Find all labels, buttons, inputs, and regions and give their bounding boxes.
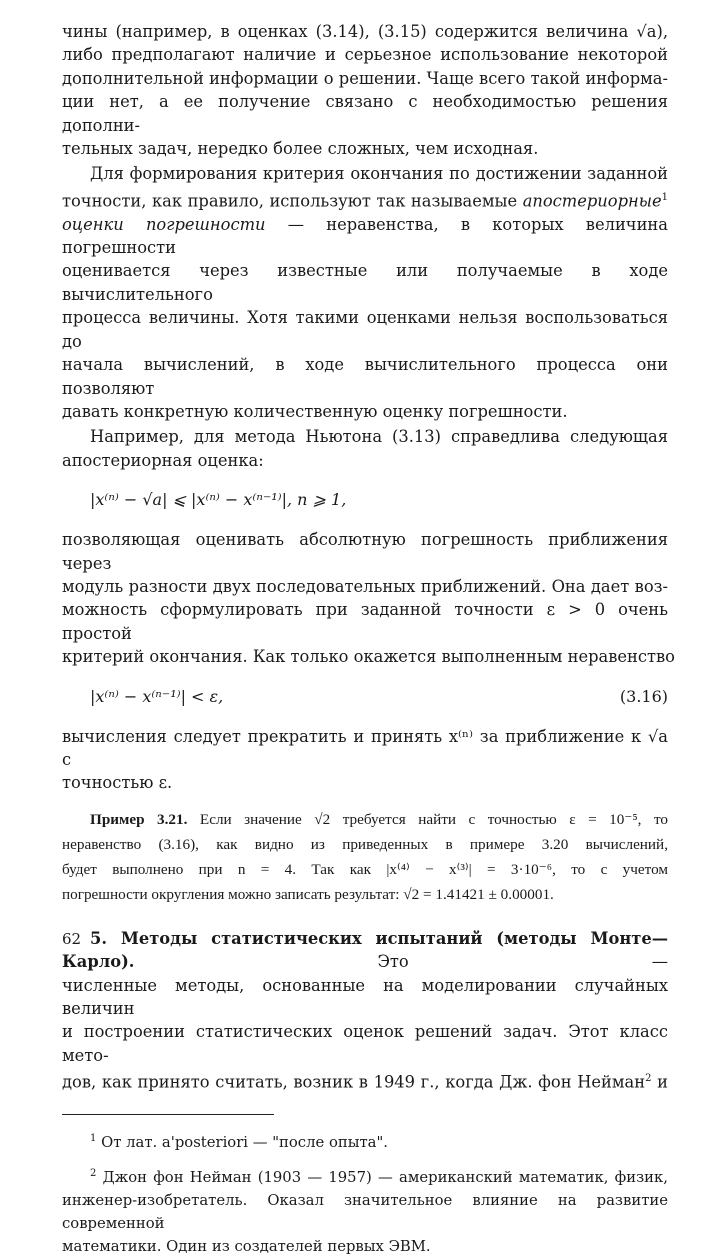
text-fragment: точности, как правило, используют так называемые xyxy=(62,191,518,211)
text-fragment: и xyxy=(651,1072,668,1092)
text-line: вычисления следует прекратить и принять x⁽ⁿ⁾ за приближение к √a с xyxy=(62,726,668,769)
footnote-text: математики. Один из создателей первых ЭВМ. xyxy=(62,1237,431,1255)
top-paragraph xyxy=(62,20,668,160)
text-line: неравенство (3.16), как видно из приведенных в примере 3.20 вычислений, xyxy=(62,835,668,853)
footnotes xyxy=(62,1127,668,1258)
page-number: 62 xyxy=(62,930,82,948)
paragraph-newton xyxy=(62,425,668,472)
page-content xyxy=(62,20,675,1258)
text-line: Для формирования критерия окончания по достижении заданной xyxy=(90,164,668,184)
term-error-estimates: оценки погрешности xyxy=(62,214,266,234)
text-fragment: Если значение √2 требуется найти с точностью ε = 10⁻⁵, то xyxy=(199,810,668,828)
text-line: будет выполнено при n = 4. Так как |x⁽⁴⁾ − x⁽³⁾| = 3·10⁻⁶, то с учетом xyxy=(62,860,668,878)
example-3-21 xyxy=(62,807,668,907)
text-line: апостериорная оценка: xyxy=(62,450,264,470)
footnote-text: Джон фон Нейман (1903 — 1957) — американский математик, физик, xyxy=(102,1168,668,1186)
text-line: тельных задач, нередко более сложных, чем исходная. xyxy=(62,139,539,159)
formula-expression: |x⁽ⁿ⁾ − x⁽ⁿ⁻¹⁾| < ε, xyxy=(90,686,224,706)
footnote-text: От лат. a'posteriori — "после опыта". xyxy=(101,1133,389,1151)
text-fragment: дов, как принято считать, возник в 1949 г., когда Дж. фон Нейман xyxy=(62,1072,646,1092)
text-line xyxy=(62,1067,668,1094)
section-heading: 5. Методы статистических испытаний (методы Монте—Карло). xyxy=(62,928,668,972)
text-line: ции нет, а ее получение связано с необходимостью решения дополни- xyxy=(62,92,668,135)
paragraph-stop xyxy=(62,725,668,795)
footnote-divider xyxy=(62,1114,274,1115)
text-line: чины (например, в оценках (3.14), (3.15) содержится величина √a), xyxy=(62,22,668,41)
text-line: погрешности округления можно записать результат: √2 = 1.41421 ± 0.00001. xyxy=(62,885,554,903)
paragraph-criteria xyxy=(62,162,668,423)
text-line: можность сформулировать при заданной точности ε > 0 очень простой xyxy=(62,600,668,643)
text-fragment: — неравенства, в которых величина погрешности xyxy=(62,214,668,258)
text-line: давать конкретную количественную оценку погрешности. xyxy=(62,401,568,421)
text-line: процесса величины. Хотя такими оценками нельзя воспользоваться до xyxy=(62,308,668,351)
footnote-ref-2: 2 xyxy=(645,1073,652,1085)
equation-number: (3.16) xyxy=(619,686,668,706)
text-line: модуль разности двух последовательных приближений. Она дает воз- xyxy=(62,576,668,596)
text-line xyxy=(62,807,668,832)
footnote-mark: 2 xyxy=(90,1167,97,1179)
text-line: оценивается через известные или получаемые в ходе вычислительного xyxy=(62,261,668,304)
text-line: и построении статистических оценок решений задач. Этот класс мето- xyxy=(62,1022,668,1065)
example-label: Пример 3.21. xyxy=(90,810,188,828)
footnote-mark: 1 xyxy=(90,1133,97,1145)
text-fragment: Это — xyxy=(377,952,668,972)
text-line: Например, для метода Ньютона (3.13) справедлива следующая xyxy=(90,427,668,447)
text-line: дополнительной информации о решении. Чаще всего такой информа- xyxy=(62,68,668,88)
text-line: начала вычислений, в ходе вычислительного процесса они позволяют xyxy=(62,355,668,398)
footnote-text: инженер-изобретатель. Оказал значительное влияние на развитие современной xyxy=(62,1191,668,1232)
text-line xyxy=(62,186,668,213)
text-line: критерий окончания. Как только окажется выполненным неравенство xyxy=(62,647,675,667)
footnote-1 xyxy=(62,1127,668,1154)
text-line xyxy=(62,213,668,260)
footnote-2 xyxy=(62,1162,668,1189)
text-line: либо предполагают наличие и серьезное использование некоторой xyxy=(62,45,668,65)
paragraph-criterion xyxy=(62,528,675,668)
text-line: численные методы, основанные на моделировании случайных величин xyxy=(62,975,668,1019)
text-line: позволяющая оценивать абсолютную погрешность приближения через xyxy=(62,530,668,573)
footnote-ref-1: 1 xyxy=(661,191,669,203)
formula-3-16 xyxy=(62,669,668,725)
section-monte-carlo xyxy=(62,927,668,1094)
text-line xyxy=(62,927,668,974)
term-aposteriori: апостериорные xyxy=(522,191,662,211)
text-line: точностью ε. xyxy=(62,773,173,793)
formula-aposteriori-estimate: |x⁽ⁿ⁾ − √a| ⩽ |x⁽ⁿ⁾ − x⁽ⁿ⁻¹⁾|, n ⩾ 1, xyxy=(90,490,347,510)
